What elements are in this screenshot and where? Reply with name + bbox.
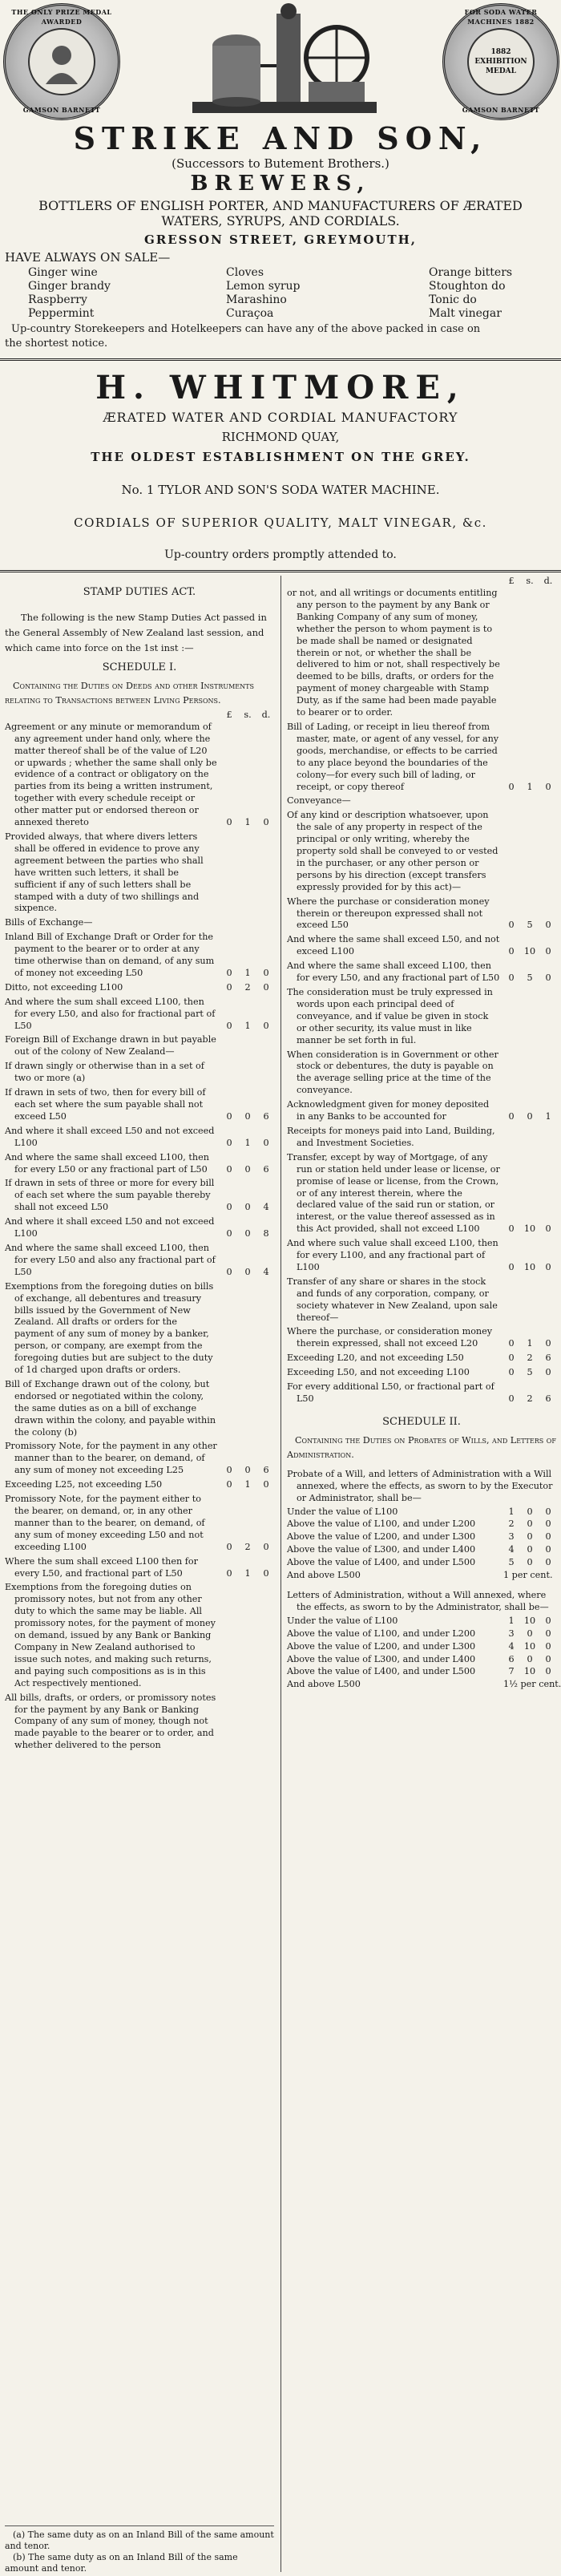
soda-machine-illustration-icon (188, 2, 381, 118)
sale-item: Lemon syrup (226, 280, 301, 293)
duty-entry (5, 1061, 274, 1085)
duty-entry-text: Acknowledgment given for money deposited in any Banks to be accounted for (287, 1099, 490, 1122)
duty-amount-d: 6 (263, 1110, 269, 1122)
prize-medal-left (3, 3, 120, 120)
duty-entry (287, 1531, 556, 1543)
duty-entry (5, 1441, 274, 1477)
divider (0, 358, 561, 361)
duty-entry-text: For every additional L50, or fractional part of L50 (287, 1381, 494, 1404)
right-column (287, 576, 561, 1692)
duty-entry-text: And where the same shall exceed L50, and not exceed L100 (287, 934, 500, 957)
medal-left-portrait-icon (28, 28, 95, 95)
duty-entry (5, 1556, 274, 1580)
duty-amount-l: 0 (508, 1393, 515, 1404)
strike-have-on-sale: HAVE ALWAYS ON SALE— (5, 250, 171, 265)
duty-amount-d: 0 (545, 1628, 551, 1639)
duty-amount-l: 0 (508, 946, 515, 957)
duty-entry-text: If drawn in sets of two, then for every bill of each set where the sum payable shall not exceed L50 (5, 1087, 206, 1122)
duty-entry-text: And above L500 (287, 1570, 361, 1581)
duty-entry (287, 722, 556, 793)
duty-entry-text: Above the value of L300, and under L400 (287, 1653, 476, 1664)
sale-item: Marashino (226, 293, 287, 306)
duty-entry (287, 1152, 556, 1235)
footnote-b: (b) The same duty as on an Inland Bill of the same amount and tenor. (5, 2552, 238, 2574)
duty-amount-d: 0 (545, 1544, 551, 1555)
duty-amount-s: 0 (244, 1228, 251, 1239)
whitmore-name: H. WHITMORE, (95, 369, 466, 406)
duty-entry (287, 1049, 556, 1098)
duty-entry (5, 1216, 274, 1240)
duty-amount-d: 6 (263, 1163, 269, 1175)
duty-entry-text: Above the value of L300, and under L400 (287, 1544, 476, 1555)
duty-entry (287, 1353, 556, 1365)
duty-amount-s: 0 (527, 1544, 533, 1555)
duty-entry-text: Ditto, not exceeding L100 (5, 981, 123, 993)
act-intro: The following is the new Stamp Duties Act passed in the General Assembly of New Zealand last session, and which came into force on the 1st inst :— (5, 611, 267, 653)
duty-amount-l: 7 (508, 1666, 515, 1677)
sale-items-col1 (28, 266, 111, 321)
duty-amount-l: 0 (508, 1261, 515, 1272)
duty-amount-l: 0 (508, 781, 515, 792)
medal-left-sub: GAMSON BARNETT (22, 106, 101, 114)
duty-amount-s: 1 (244, 1479, 251, 1490)
strike-firm-name: STRIKE AND SON, (73, 120, 488, 156)
footnotes (5, 2525, 274, 2574)
sale-item: Ginger wine (28, 266, 98, 279)
duty-amount-s: 0 (527, 1531, 533, 1543)
currency-shillings: s. (526, 576, 534, 587)
duty-amount-l: 0 (508, 1223, 515, 1235)
duty-entry-text: Where the purchase, or consideration money therein expressed, shall not exceed L20 (287, 1326, 493, 1349)
duty-entry-text: When consideration is in Government or other stock or debentures, the duty is payable on the average selling price at the time of the conveyance. (287, 1049, 498, 1096)
duty-entry-text: And where such value shall exceed L100, then for every L100, and any fractional part of L100 (287, 1238, 498, 1272)
duty-amount-l: 0 (226, 1541, 232, 1552)
duty-entry-text: And above L500 (287, 1679, 361, 1690)
duty-entry-text: Transfer, except by way of Mortgage, of any run or station held under lease or license, or promise of lease or license, from the Crown, or of any interest therein, where the declared value of the said run or station, or interest, or the value thereof assessed as in this Act provided, shall not exceed L100 (287, 1151, 500, 1235)
duty-entry (287, 1238, 556, 1274)
duty-amount-l: 0 (508, 920, 515, 931)
strike-advert (0, 0, 561, 350)
duty-entry (287, 1544, 556, 1556)
duty-entry-text: Exceeding L50, and not exceeding L100 (287, 1367, 470, 1378)
duty-entry-text: And where the sum shall exceed L100, then for every L50, and also for fractional part of L50 (5, 996, 216, 1031)
duty-entry (5, 1178, 274, 1214)
duty-entry (5, 1479, 274, 1491)
medal-right-sub: GAMSON BARNETT (462, 106, 540, 114)
duty-amount-s: 2 (244, 1541, 251, 1552)
sale-item: Tonic do (429, 293, 477, 306)
strike-trade: BREWERS, (190, 172, 371, 196)
duty-entry (287, 1326, 556, 1350)
duty-entry-text: The consideration must be truly expressed in words upon each principal deed of conveyance, and if value be given in stock or other security, its value must in like manner be set forth in ful. (287, 987, 493, 1045)
currency-header (5, 710, 274, 722)
duty-amount-s: 10 (523, 1666, 536, 1677)
duty-entry-text: Bills of Exchange— (5, 917, 93, 928)
admin-heading: Letters of Administration, without a Will annexed, where the effects, as sworn to by the Administrator, shall be— (287, 1589, 549, 1612)
prize-medal-right (442, 3, 559, 120)
sale-item: Orange bitters (429, 266, 513, 279)
duty-entry (287, 1367, 556, 1379)
sale-item: Malt vinegar (429, 307, 502, 320)
currency-pence: d. (261, 709, 271, 720)
admin-entries (287, 1615, 561, 1691)
duty-entry-text: Above the value of L200, and under L300 (287, 1640, 476, 1652)
duty-amount-l: 0 (226, 1228, 232, 1239)
duty-amount-l: 0 (226, 1465, 232, 1476)
duty-entry (287, 934, 556, 958)
duty-entry-text: Inland Bill of Exchange Draft or Order for the payment to the bearer or to order at any time otherwise than on demand, of any sum of money not exceeding L50 (5, 932, 215, 978)
currency-shillings: s. (244, 709, 252, 720)
duty-entry-text: Provided always, that where divers letters shall be offered in evidence to prove any agreement between the parties who shall have written such letters, it shall be sufficient if any of such letters shall be stamped with a duty of two shillings and sixpence. (5, 831, 204, 914)
duty-entry (5, 1126, 274, 1150)
medal-left-ring-text: THE ONLY PRIZE MEDAL AWARDED (11, 8, 112, 26)
duty-entry (5, 1087, 274, 1123)
duty-amount-s: 0 (527, 1653, 533, 1664)
currency-header-right (287, 576, 556, 588)
duty-entry-text: And where it shall exceed L50 and not exceed L100 (5, 1216, 215, 1239)
duty-amount-s: 10 (523, 1261, 536, 1272)
duty-entry-text: If drawn singly or otherwise than in a set of two or more (a) (5, 1061, 204, 1084)
divider (0, 570, 561, 572)
duty-amount-l: 1 (508, 1506, 515, 1517)
duty-entry-text: Where the purchase or consideration money therein or thereupon expressed shall not exceed L50 (287, 896, 490, 931)
duty-amount-l: 5 (508, 1557, 515, 1568)
duty-amount-d: 0 (263, 1541, 269, 1552)
duty-amount-l: 4 (508, 1640, 515, 1652)
duty-entry (5, 1281, 274, 1377)
duty-amount-d: 0 (545, 1640, 551, 1652)
duty-entry-text: Where the sum shall exceed L100 then for every L50, and fractional part of L50 (5, 1555, 198, 1579)
whitmore-orders: Up-country orders promptly attended to. (164, 548, 397, 561)
strike-address: GRESSON STREET, GREYMOUTH, (143, 233, 418, 247)
duty-amount-d: 0 (545, 1506, 551, 1517)
duty-amount-s: 10 (523, 946, 536, 957)
duty-amount-s: 1 (244, 1020, 251, 1031)
medal-right-center: 1882 EXHIBITION MEDAL (467, 28, 535, 95)
duty-entry (5, 831, 274, 915)
duty-amount-l: 0 (226, 817, 232, 828)
duty-amount-s: 2 (527, 1393, 533, 1404)
duty-entry-text: Under the value of L100 (287, 1506, 398, 1517)
duty-entry-text: Conveyance— (287, 795, 351, 807)
duty-entry (287, 588, 556, 719)
duty-amount-l: 0 (226, 1110, 232, 1122)
duty-entry-text: Above the value of L100, and under L200 (287, 1519, 476, 1530)
duty-amount-d: 0 (263, 1479, 269, 1490)
duty-amount-l: 0 (226, 1202, 232, 1213)
duty-amount-d: 0 (545, 1261, 551, 1272)
schedule1-left-entries (5, 722, 274, 1752)
duty-entry-text: And where the same shall exceed L100, then for every L50 or any fractional part of L50 (5, 1151, 209, 1175)
duty-amount-d: 0 (263, 817, 269, 828)
duty-amount-l: 1 per cent. (503, 1570, 553, 1581)
duty-entry-text: And where the same shall exceed L100, then for every L50 and also any fractional part of L50 (5, 1242, 216, 1277)
duty-entry (5, 1582, 274, 1689)
duty-amount-s: 0 (244, 1202, 251, 1213)
duty-entry-text: Under the value of L100 (287, 1615, 398, 1626)
duty-entry-text: Agreement or any minute or memorandum of any agreement under hand only, where the matter thereof shall be of the value of L20 or upwards ; whether the same shall only be evidence of a contract or obligatory on the parties from its being a written instrument, together with every schedule receipt or other matter put or endorsed thereon or annexed thereto (5, 721, 217, 828)
duty-amount-s: 10 (523, 1640, 536, 1652)
duty-entry (5, 1243, 274, 1279)
duty-amount-l: 0 (508, 1367, 515, 1378)
duty-entry (287, 1654, 556, 1666)
duty-entry (5, 917, 274, 929)
sale-item: Peppermint (28, 307, 95, 320)
duty-entry (5, 932, 274, 980)
sale-item: Stoughton do (429, 280, 506, 293)
duty-amount-s: 1 (244, 1137, 251, 1148)
duty-amount-d: 6 (545, 1393, 551, 1404)
column-divider (280, 576, 281, 2572)
duty-amount-s: 10 (523, 1223, 536, 1235)
schedule2-subtitle: Containing the Duties on Probates of Wills, and Letters of Administration. (287, 1434, 556, 1460)
currency-pence: d. (543, 576, 553, 587)
duty-amount-d: 0 (545, 1519, 551, 1530)
duty-amount-s: 0 (244, 1266, 251, 1277)
duty-entry-text: Above the value of L400, and under L500 (287, 1666, 476, 1677)
whitmore-machine: No. 1 TYLOR AND SON'S SODA WATER MACHINE. (121, 483, 440, 497)
duty-amount-d: 0 (545, 973, 551, 984)
duty-amount-d: 0 (263, 1137, 269, 1148)
duty-amount-s: 0 (244, 1465, 251, 1476)
duty-entry (287, 1126, 556, 1150)
duty-entry (287, 1628, 556, 1640)
duty-entry-text: Exceeding L20, and not exceeding L50 (287, 1353, 464, 1364)
duty-amount-l: 0 (226, 967, 232, 978)
duty-amount-d: 6 (545, 1353, 551, 1364)
duty-amount-l: 0 (508, 1338, 515, 1349)
duty-amount-s: 2 (244, 981, 251, 993)
duty-amount-l: 6 (508, 1653, 515, 1664)
duty-entry-text: or not, and all writings or documents entitling any person to the payment by any Bank or Banking Company of any sum of money, whether the person to whom payment is to be made shall be named or designated therein or not, or whether the shall be delivered to him or not, shall respectively be deemed to be bills, drafts, or orders for the payment of money chargeable with Stamp Duty, as if the same had been made payable to bearer or to order. (287, 588, 500, 718)
duty-amount-d: 8 (263, 1228, 269, 1239)
duty-entry-text: Exemptions from the foregoing duties on promissory notes, but not from any other duty to which the same may be liable. All promissory notes, for the payment of money on demand, issued by any Bank or Banking Company in New Zealand authorised to issue such notes, and making such returns, and paying such compositions as is in this Act respectively mentioned. (5, 1582, 216, 1688)
duty-amount-l: 0 (226, 1020, 232, 1031)
duty-amount-d: 0 (545, 1223, 551, 1235)
sale-item: Cloves (226, 266, 264, 279)
duty-amount-d: 0 (263, 967, 269, 978)
sale-item: Raspberry (28, 293, 87, 306)
duty-amount-s: 1 (527, 781, 533, 792)
duty-amount-s: 0 (244, 1110, 251, 1122)
duty-amount-l: 0 (226, 1266, 232, 1277)
schedule1-right-entries (287, 588, 556, 1405)
sale-items-col3 (429, 266, 512, 321)
medal-right-ring-text: FOR SODA WATER MACHINES 1882 (464, 8, 538, 26)
duty-amount-s: 1 (527, 1338, 533, 1349)
duty-amount-l: 3 (508, 1628, 515, 1639)
act-title: STAMP DUTIES ACT. (83, 586, 196, 598)
currency-pounds: £ (508, 576, 515, 587)
duty-entry-text: Receipts for moneys paid into Land, Building, and Investment Societies. (287, 1125, 495, 1148)
duty-amount-s: 2 (527, 1353, 533, 1364)
whitmore-cordials: CORDIALS OF SUPERIOR QUALITY, MALT VINEGAR, &c. (74, 516, 487, 530)
duty-entry (287, 960, 556, 985)
duty-entry-text: All bills, drafts, or orders, or promissory notes for the payment by any Bank or Banking Company of any sum of money, though not made payable to the bearer or to order, and whether delivered to the person (5, 1692, 216, 1751)
strike-bottlers: BOTTLERS OF ENGLISH PORTER, AND MANUFACTURERS OF ÆRATED (38, 198, 523, 213)
duty-amount-d: 0 (545, 1557, 551, 1568)
currency-pounds: £ (226, 709, 232, 720)
duty-amount-l: 1 (508, 1615, 515, 1626)
duty-amount-d: 0 (545, 1367, 551, 1378)
duty-entry-text: Of any kind or description whatsoever, upon the sale of any property in respect of the principal or only writing, whereby the property sold shall be conveyed to or vested in the purchaser, or any other person or persons by his direction (except transfers expressly provided for by this act)— (287, 810, 498, 892)
duty-amount-d: 0 (545, 1338, 551, 1349)
duty-entry (5, 1034, 274, 1058)
duty-amount-s: 0 (527, 1111, 533, 1122)
duty-amount-l: 0 (508, 1111, 515, 1122)
duty-amount-s: 10 (523, 1615, 536, 1626)
duty-entry (5, 1692, 274, 1753)
duty-amount-l: 3 (508, 1531, 515, 1543)
duty-entry (287, 1519, 556, 1531)
probate-heading: Probate of a Will, and letters of Administration with a Will annexed, where the effects, as sworn to by the Executor or Administrator, shall be— (287, 1468, 553, 1503)
duty-amount-d: 0 (263, 981, 269, 993)
duty-entry-text: Bill of Lading, or receipt in lieu thereof from master, mate, or agent of any vessel, for any goods, merchandise, or effects to be carried to any place beyond the boundaries of the colony—for every such bill of lading, or receipt, or copy thereof (287, 721, 499, 792)
duty-entry (287, 1616, 556, 1628)
duty-amount-s: 0 (527, 1557, 533, 1568)
duty-amount-d (555, 1570, 556, 1582)
duty-entry-text: Promissory Note, for the payment in any other manner than to the bearer, on demand, of any sum of money not exceeding L25 (5, 1441, 217, 1476)
footnote-a: (a) The same duty as on an Inland Bill of the same amount and tenor. (5, 2529, 274, 2551)
duty-amount-l: 0 (508, 973, 515, 984)
duty-entry (287, 795, 556, 807)
duty-amount-s: 5 (527, 1367, 533, 1378)
duty-amount-s: 1 (244, 1567, 251, 1579)
duty-amount-l: 0 (226, 1567, 232, 1579)
duty-amount-s: 5 (527, 973, 533, 984)
duty-entry (287, 1570, 556, 1582)
duty-entry (5, 982, 274, 994)
duty-entry (287, 1276, 556, 1324)
duty-entry (5, 1152, 274, 1176)
duty-entry (287, 810, 556, 893)
whitmore-business: ÆRATED WATER AND CORDIAL MANUFACTORY (103, 410, 458, 425)
duty-entry (5, 997, 274, 1033)
duty-amount-s: 1 (244, 817, 251, 828)
sale-item: Ginger brandy (28, 280, 111, 293)
duty-entry (5, 1379, 274, 1439)
schedule2-title: SCHEDULE II. (382, 1415, 461, 1428)
duty-amount-s: 1 (244, 967, 251, 978)
duty-amount-l: 1½ per cent. (503, 1679, 561, 1690)
duty-entry (287, 987, 556, 1047)
duty-entry-text: Exemptions from the foregoing duties on bills of exchange, all debentures and treasury bills issued by the Government of New Zealand. All drafts or orders for the payment of any sum of money by a banker, person, or company, are exempt from the foregoing duties but are subject to the duty of 1d charged upon drafts or orders. (5, 1280, 214, 1376)
duty-amount-d: 0 (545, 1615, 551, 1626)
duty-entry (287, 1381, 556, 1405)
duty-entry (5, 722, 274, 829)
schedule1-title: SCHEDULE I. (102, 661, 177, 673)
duty-amount-d: 0 (545, 946, 551, 957)
duty-amount-l: 0 (226, 1163, 232, 1175)
duty-amount-d: 4 (263, 1202, 269, 1213)
duty-amount-l: 0 (508, 1353, 515, 1364)
duty-entry (287, 1641, 556, 1653)
duty-entry-text: Promissory Note, for the payment either to the bearer, on demand, or, in any other manner than to the bearer, on demand, of any sum of money exceeding L50 and not exceeding L100 (5, 1494, 205, 1552)
whitmore-quay: RICHMOND QUAY, (221, 430, 340, 444)
duty-amount-d: 0 (263, 1020, 269, 1031)
duty-entry (287, 1557, 556, 1569)
duty-entry-text: Above the value of L400, and under L500 (287, 1557, 476, 1568)
strike-waters: WATERS, SYRUPS, AND CORDIALS. (161, 213, 400, 228)
duty-entry-text: And where it shall exceed L50 and not exceed L100 (5, 1125, 215, 1148)
duty-entry-text: Bill of Exchange drawn out of the colony, but endorsed or negotiated within the colony, the same duties as on a bill of exchange drawn within the colony, and payable within the colony (b) (5, 1378, 216, 1438)
duty-entry-text: Above the value of L100, and under L200 (287, 1628, 476, 1639)
duty-amount-d: 4 (263, 1266, 269, 1277)
duty-amount-s: 0 (527, 1506, 533, 1517)
duty-amount-s: 5 (527, 920, 533, 931)
duty-amount-s: 0 (527, 1628, 533, 1639)
duty-amount-d: 0 (545, 920, 551, 931)
duty-entry (287, 1099, 556, 1123)
duty-amount-d: 1 (545, 1111, 551, 1122)
duty-entry (287, 896, 556, 932)
duty-entry (287, 1679, 561, 1691)
duty-amount-d: 0 (263, 1567, 269, 1579)
duty-entry-text: And where the same shall exceed L100, then for every L50, and any fractional part of L50 (287, 960, 500, 984)
sale-items-col2 (226, 266, 301, 321)
duty-entry (287, 1506, 556, 1519)
duty-entry (287, 1666, 556, 1678)
sale-item: Curaçoa (226, 307, 274, 320)
duty-entry-text: Transfer of any share or shares in the stock and funds of any corporation, company, or society whatever in New Zealand, upon sale thereof— (287, 1276, 498, 1323)
schedule1-subtitle: Containing the Duties on Deeds and other Instruments relating to Transactions between Living Persons. (5, 680, 254, 706)
probate-entries (287, 1506, 556, 1582)
duty-amount-l: 4 (508, 1544, 515, 1555)
duty-amount-d: 6 (263, 1465, 269, 1476)
duty-entry-text: If drawn in sets of three or more for every bill of each set where the sum payable thereby shall not exceed L50 (5, 1178, 215, 1213)
duty-entry (5, 1494, 274, 1554)
duty-entry-text: Exceeding L25, not exceeding L50 (5, 1479, 163, 1490)
duty-amount-l: 2 (508, 1519, 515, 1530)
duty-amount-d: 0 (545, 781, 551, 792)
duty-amount-d: 0 (545, 1666, 551, 1677)
duty-entry-text: Above the value of L200, and under L300 (287, 1531, 476, 1543)
duty-amount-l: 0 (226, 1479, 232, 1490)
strike-upcountry-1: Up-country Storekeepers and Hotelkeepers can have any of the above packed in case on (11, 323, 481, 335)
strike-upcountry-2: the shortest notice. (5, 338, 108, 350)
duty-amount-s: 0 (527, 1519, 533, 1530)
left-column (5, 582, 274, 1754)
duty-amount-s: 0 (244, 1163, 251, 1175)
strike-successors: (Successors to Butement Brothers.) (172, 156, 389, 171)
duty-entry-text: Foreign Bill of Exchange drawn in but payable out of the colony of New Zealand— (5, 1034, 216, 1057)
duty-amount-d: 0 (545, 1531, 551, 1543)
duty-amount-l: 0 (226, 981, 232, 993)
duty-amount-d: 0 (545, 1653, 551, 1664)
whitmore-oldest: THE OLDEST ESTABLISHMENT ON THE GREY. (91, 450, 470, 464)
duty-amount-l: 0 (226, 1137, 232, 1148)
